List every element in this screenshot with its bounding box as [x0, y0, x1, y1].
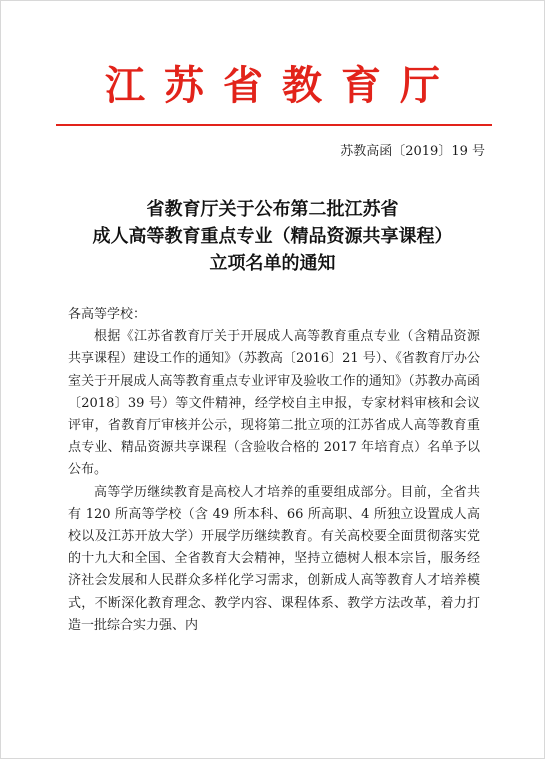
red-header-rule [56, 124, 492, 126]
body-paragraph-2: 高等学历继续教育是高校人才培养的重要组成部分。目前，全省共有 120 所高等学校（含 49 所本科、66 所高职、4 所独立设置成人高校以及江苏开放大学）开展学历继续教育。有关高校要全面贯彻落实党的十九大和全国、全省教育大会精神，坚持立德树人根本宗旨，服务经济社会发展和人民群众多样化学习需求，创新成人高等教育人才培养模式，不断深化教育理念、教学内容、课程体系、教学方法改革，着力打造一批综合实力强、内 [68, 484, 480, 633]
notice-title-line-2: 成人高等教育重点专业（精品资源共享课程） [92, 226, 453, 247]
notice-body [68, 304, 480, 637]
body-paragraph-1: 根据《江苏省教育厅关于开展成人高等教育重点专业（含精品资源共享课程）建设工作的通知》（苏教高〔2016〕21 号）、《省教育厅办公室关于开展成人高等教育重点专业评审及验收工作的通知》（苏教办高函〔2018〕39 号）等文件精神，经学校自主申报，专家材料审核和会议评审，省教育厅审核并公示，现将第二批立项的江苏省成人高等教育重点专业、精品资源共享课程（含验收合格的 2017 年培育点）名单予以公布。 [68, 329, 480, 478]
notice-title-line-1: 省教育厅关于公布第二批江苏省 [146, 199, 399, 220]
issuing-authority-title: 江苏省教育厅 [105, 62, 459, 109]
document-number: 苏教高函〔2019〕19 号 [340, 144, 485, 159]
notice-title-line-3: 立项名单的通知 [209, 253, 336, 274]
notice-title [40, 196, 505, 277]
salutation: 各高等学校： [68, 307, 147, 322]
